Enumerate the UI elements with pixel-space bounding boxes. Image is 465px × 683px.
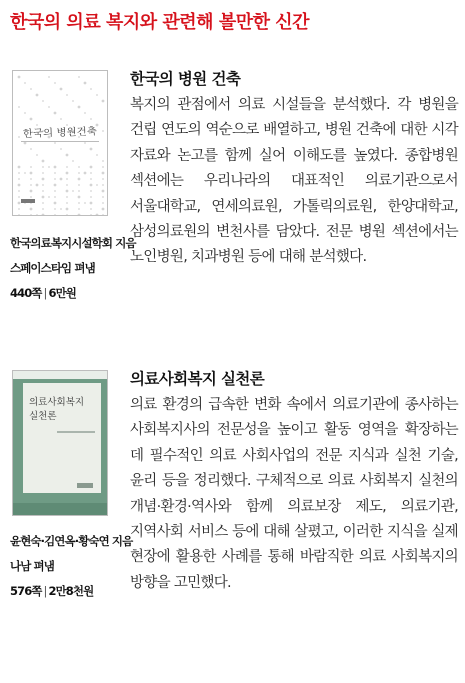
book-pages-price — [10, 281, 124, 306]
cover-title-line1: 의료사회복지 — [29, 397, 85, 408]
page-title: 한국의 의료 복지와 관련해 볼만한 신간 — [10, 12, 310, 33]
book-author: 한국의료복지시설학회 지음 — [10, 236, 136, 250]
book-cover-image — [12, 70, 108, 216]
book-description: 복지의 관점에서 의료 시설들을 분석했다. 각 병원을 건립 연도의 역순으로 배열하고, 병원 건축에 대한 시각 자료와 논고를 함께 실어 이해도를 높였다. 종합병원 섹션에는 우리나라의 대표적인 의료기관으로서 서울대학교, 연세의료원, 가톨릭의료원, 한양대학교, 삼성의료원의 변천사를 담았다. 전문 병원 섹션에서는 노인병원, 치과병원 등에 대해 분석했다. — [130, 97, 458, 266]
book-pages: 440쪽 — [10, 286, 42, 300]
book-description: 의료 환경의 급속한 변화 속에서 의료기관에 종사하는 사회복지사의 전문성을 높이고 활동 영역을 확장하는 데 필수적인 의료 사회사업의 전문 지식과 실천 기술, 윤리 등을 정리했다. 구체적으로 의료 사회복지 실천의 개념·환경·역사와 함께 의료보장 제도, 의료기관, 지역사회 서비스 등에 대해 살폈고, 이러한 지식을 실제 현장에 활용한 사례를 통해 바람직한 의료 사회복지의 방향을 고민했다. — [130, 397, 458, 591]
cover-title-line2: 실천론 — [29, 411, 57, 422]
book-publisher: 나남 펴냄 — [10, 559, 54, 573]
book-title: 의료사회복지 실천론 — [130, 370, 265, 388]
cover-title: 한국의 병원건축 — [22, 126, 94, 140]
cover-art — [13, 371, 107, 515]
book-title: 한국의 병원 건축 — [130, 70, 241, 88]
book-author: 윤현숙·김연옥·황숙연 지음 — [10, 534, 133, 548]
book-price: 6만원 — [48, 286, 77, 300]
book-meta — [10, 231, 136, 306]
separator: | — [43, 584, 47, 598]
book-pages-price — [10, 579, 124, 604]
book-publisher: 스페이스타임 펴냄 — [10, 261, 95, 275]
book-price: 2만8천원 — [48, 584, 94, 598]
cover-art — [13, 71, 107, 215]
book-cover-image — [12, 370, 108, 516]
book-meta — [10, 529, 133, 604]
separator: | — [43, 286, 47, 300]
book-pages: 576쪽 — [10, 584, 42, 598]
